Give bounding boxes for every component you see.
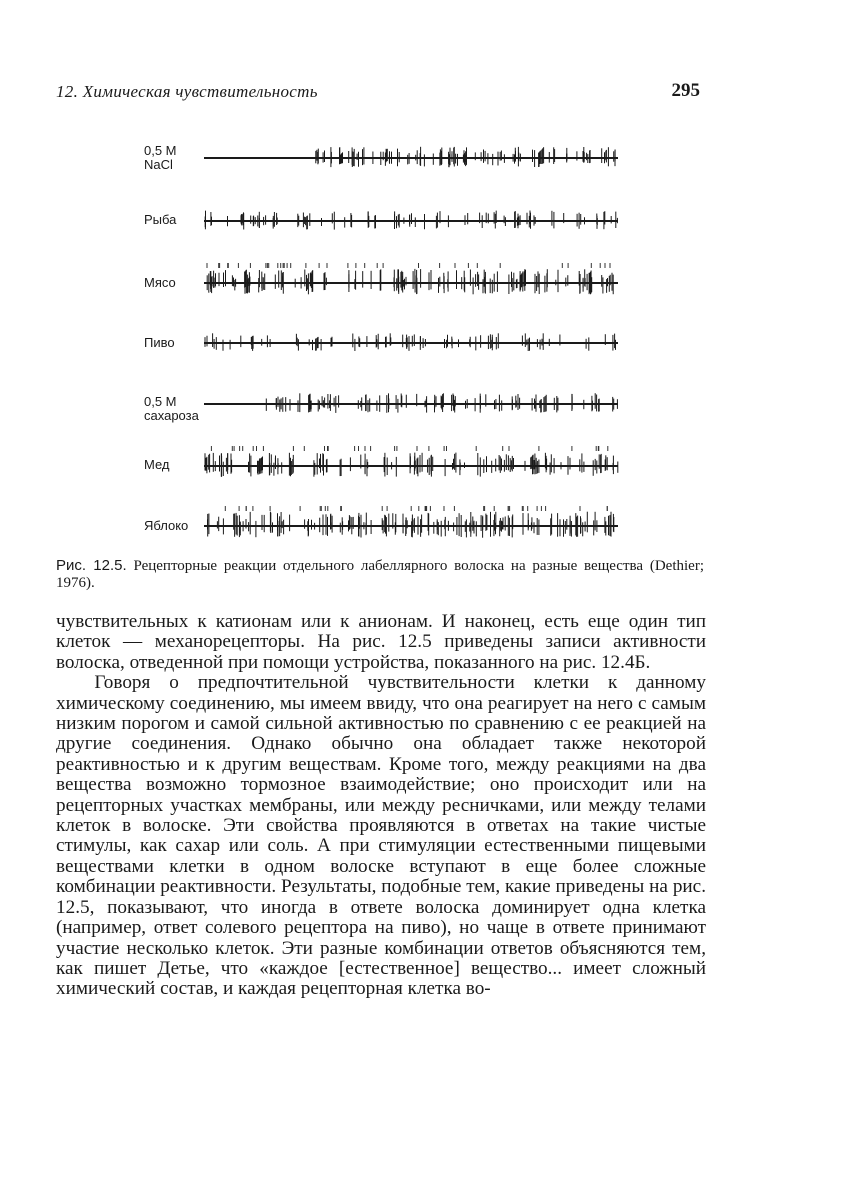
caption-label: Рис. 12.5.: [56, 557, 127, 574]
paragraph-2: Говоря о предпочтительной чувствительности клетки к данному химическому соединению, мы имеем ввиду, что она реагирует на него с самым низким порогом и самой сильной активностью по сравнению с ее реакцией на другие соединения. Однако обычно она обладает также некоторой реактивностью и к другим веществам. Кроме того, между реакциями на два вещества возможно тормозное взаимодействие; оно происходит или на рецепторных участках мембраны, или между ресничками, или между телами клеток в волоске. Эти свойства проявляются в ответах на такие чистые стимулы, как сахар или соль. А при стимуляции естественными пищевыми веществами клетки в одном волоске вступают в еще более сложные комбинации реактивности. Результаты, подобные тем, какие приведены на рис. 12.5, показывают, что иногда в ответе волоска доминирует одна клетка (например, ответ солевого рецептора на пиво), но чаще в ответе принимают участие несколько клеток. Эти разные комбинации ответов объясняются тем, как пишет Детье, что «каждое [естественное] вещество... имеет сложный химический состав, и каждая рецепторная клетка во-: [56, 672, 706, 1000]
paragraph-1: чувствительных к катионам или к анионам. И наконец, есть еще один тип клеток — механорецепторы. На рис. 12.5 приведены записи активности волоска, отведенной при помощи устройства, показанного на рис. 12.4Б.: [56, 611, 706, 673]
page-number: 295: [671, 80, 700, 101]
trace-label-honey: Мед: [144, 457, 170, 472]
caption-text: Рецепторные реакции отдельного лабеллярного волоска на разные вещества (Dethier; 1976).: [56, 558, 704, 591]
trace-label-meat: Мясо: [144, 275, 176, 290]
trace-label-sucrose: 0,5 M сахароза: [144, 394, 199, 423]
trace-label-nacl: 0,5 M NaCl: [144, 143, 177, 172]
body-text: [56, 612, 706, 1000]
running-title: 12. Химическая чувствительность: [56, 82, 318, 101]
trace-label-fish: Рыба: [144, 212, 177, 227]
figure-caption: [56, 557, 704, 592]
spike-traces: [0, 0, 848, 560]
trace-label-beer: Пиво: [144, 335, 175, 350]
trace-label-apple: Яблоко: [144, 518, 189, 533]
